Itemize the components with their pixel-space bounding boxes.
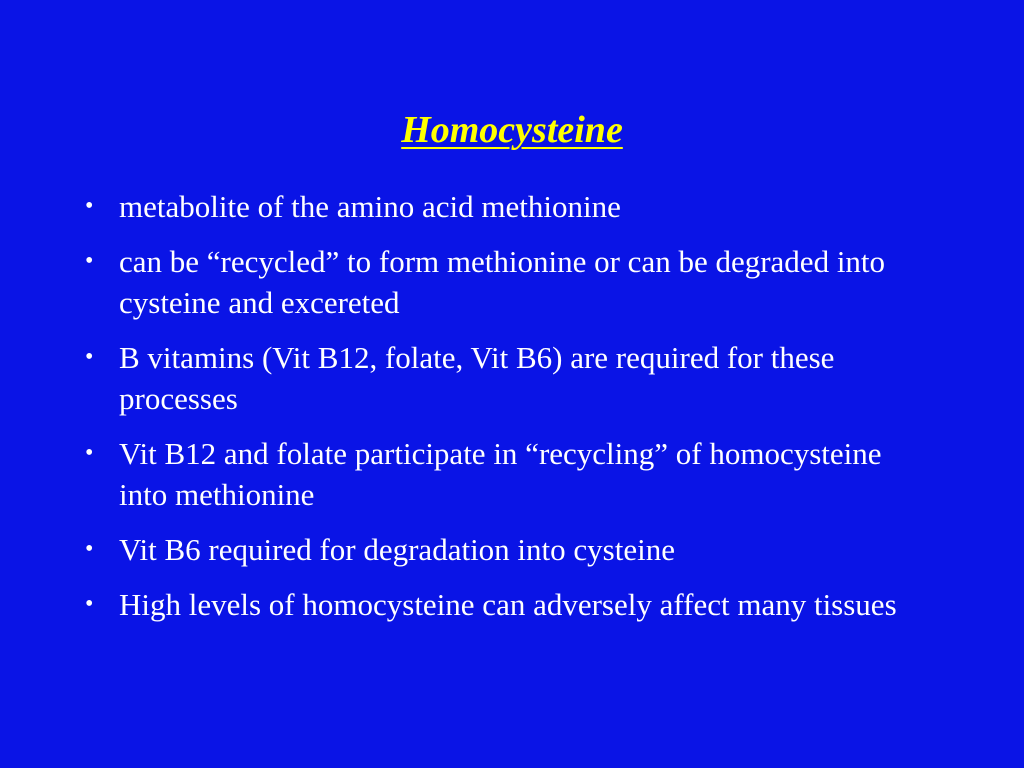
bullet-text: Vit B12 and folate participate in “recycling” of homocysteine into methionine: [119, 436, 882, 512]
bullet-text: B vitamins (Vit B12, folate, Vit B6) are required for these processes: [119, 340, 835, 416]
bullet-list: [82, 186, 922, 639]
slide-title: [0, 108, 1024, 154]
bullet-item: [82, 529, 922, 570]
bullet-text: metabolite of the amino acid methionine: [119, 189, 621, 224]
bullet-text: can be “recycled” to form methionine or can be degraded into cysteine and excereted: [119, 244, 886, 320]
bullet-item: [82, 584, 922, 625]
bullet-item: [82, 433, 922, 515]
bullet-icon: •: [85, 591, 94, 617]
bullet-icon: •: [85, 440, 94, 466]
bullet-item: [82, 186, 922, 227]
slide-title-text: Homocysteine: [401, 109, 623, 151]
bullet-icon: •: [85, 193, 94, 219]
bullet-icon: •: [85, 536, 94, 562]
bullet-icon: •: [85, 344, 94, 370]
bullet-icon: •: [85, 248, 94, 274]
bullet-text: High levels of homocysteine can adversely affect many tissues: [119, 587, 897, 622]
bullet-text: Vit B6 required for degradation into cysteine: [119, 532, 675, 567]
bullet-item: [82, 337, 922, 419]
bullet-item: [82, 241, 922, 323]
